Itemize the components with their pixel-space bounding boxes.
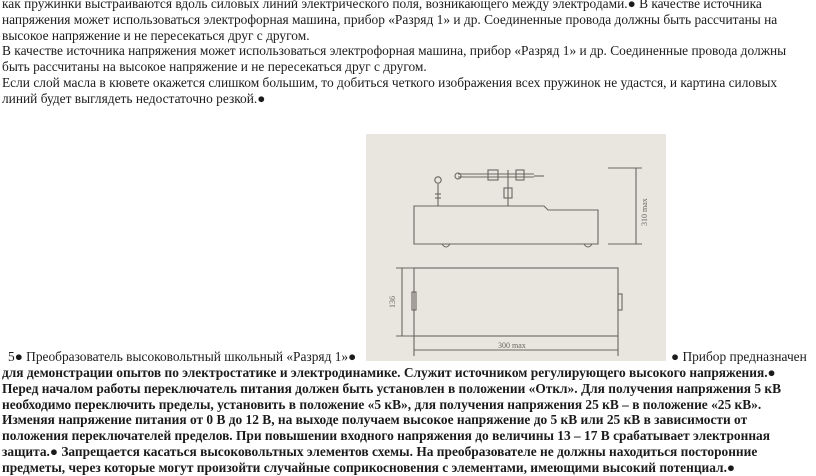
caption-number: 5 xyxy=(8,349,15,364)
bullet-mark: ● xyxy=(767,365,776,380)
paragraph-4-start xyxy=(671,349,816,365)
paragraph-2-text: В качестве источника напряжения может использоваться электрофорная машина, прибор «Разряд 1» и др. Соединенные провода должны быть рассчитаны на высокое напряжение и не пересекаться друг с другом. xyxy=(2,43,787,74)
paragraph-1-text: как пружинки выстраиваются вдоль силовых линий электрического поля, возникающего между электродами. xyxy=(2,0,628,11)
caption-text: Преобразователь высоковольтный школьный «Разряд 1» xyxy=(22,349,349,364)
bullet-mark: ● xyxy=(671,349,680,364)
paragraph-1-text-2: В качестве источника напряжения может использоваться электрофорная машина, прибор «Разряд 1» и др. Соединенные провода должны быть рассчитаны на высокое напряжение и не пересекаться друг с другом. xyxy=(2,0,778,43)
bullet-mark: ● xyxy=(348,349,357,364)
paragraph-5-text-3: Запрещается касаться высоковольтных элементов схемы. На преобразователе не должны находиться посторонние предметы, через которые могут произойти случайные соприкосновения с элементами, имеющими высокий потенциал. xyxy=(2,443,758,475)
bullet-mark: ● xyxy=(726,459,736,475)
paragraph-5-text-2: Перед началом работы переключатель питания должен быть установлен в положении «Откл». Для получения напряжения 5 кВ необходимо переключить пределы, установить в положение «5 кВ», для получения напряжения 25 кВ – в положение «25 кВ». Изменяя напряжение питания от 0 В до 12 В, на выходе получаем высокое напряжение до 5 кВ или 25 кВ в зависимости от положения переключателей пределов. При повышении входного напряжения до величины 13 – 17 В срабатывает электронная защита. xyxy=(2,380,782,459)
paragraph-4-text: Прибор предназначен xyxy=(679,349,807,364)
paragraph-3-text: Если слой масла в кювете окажется слишком большим, то добиться четкого изображения всех пружинок не удастся, и картина силовых линий будет выглядеть недостаточно резкой. xyxy=(2,75,778,106)
dimension-label-height-bottom: 136 xyxy=(388,296,397,308)
dimension-label-height-top: 310 max xyxy=(640,198,649,226)
paragraph-5-text: для демонстрации опытов по электростатике и электродинамике. Служит источником регулирующего высокого напряжения. xyxy=(2,365,768,380)
dimension-label-width: 300 max xyxy=(498,341,526,350)
device-drawing-figure xyxy=(366,134,666,361)
bullet-mark: ● xyxy=(49,443,58,459)
paragraph-5 xyxy=(2,365,814,476)
figure-caption xyxy=(8,349,356,365)
paragraph-1 xyxy=(2,0,814,43)
bullet-mark: ● xyxy=(14,349,23,364)
bullet-mark: ● xyxy=(627,0,636,11)
paragraph-2 xyxy=(2,43,814,75)
bullet-mark: ● xyxy=(257,90,266,106)
device-technical-drawing xyxy=(366,134,666,361)
paragraph-3 xyxy=(2,75,814,107)
